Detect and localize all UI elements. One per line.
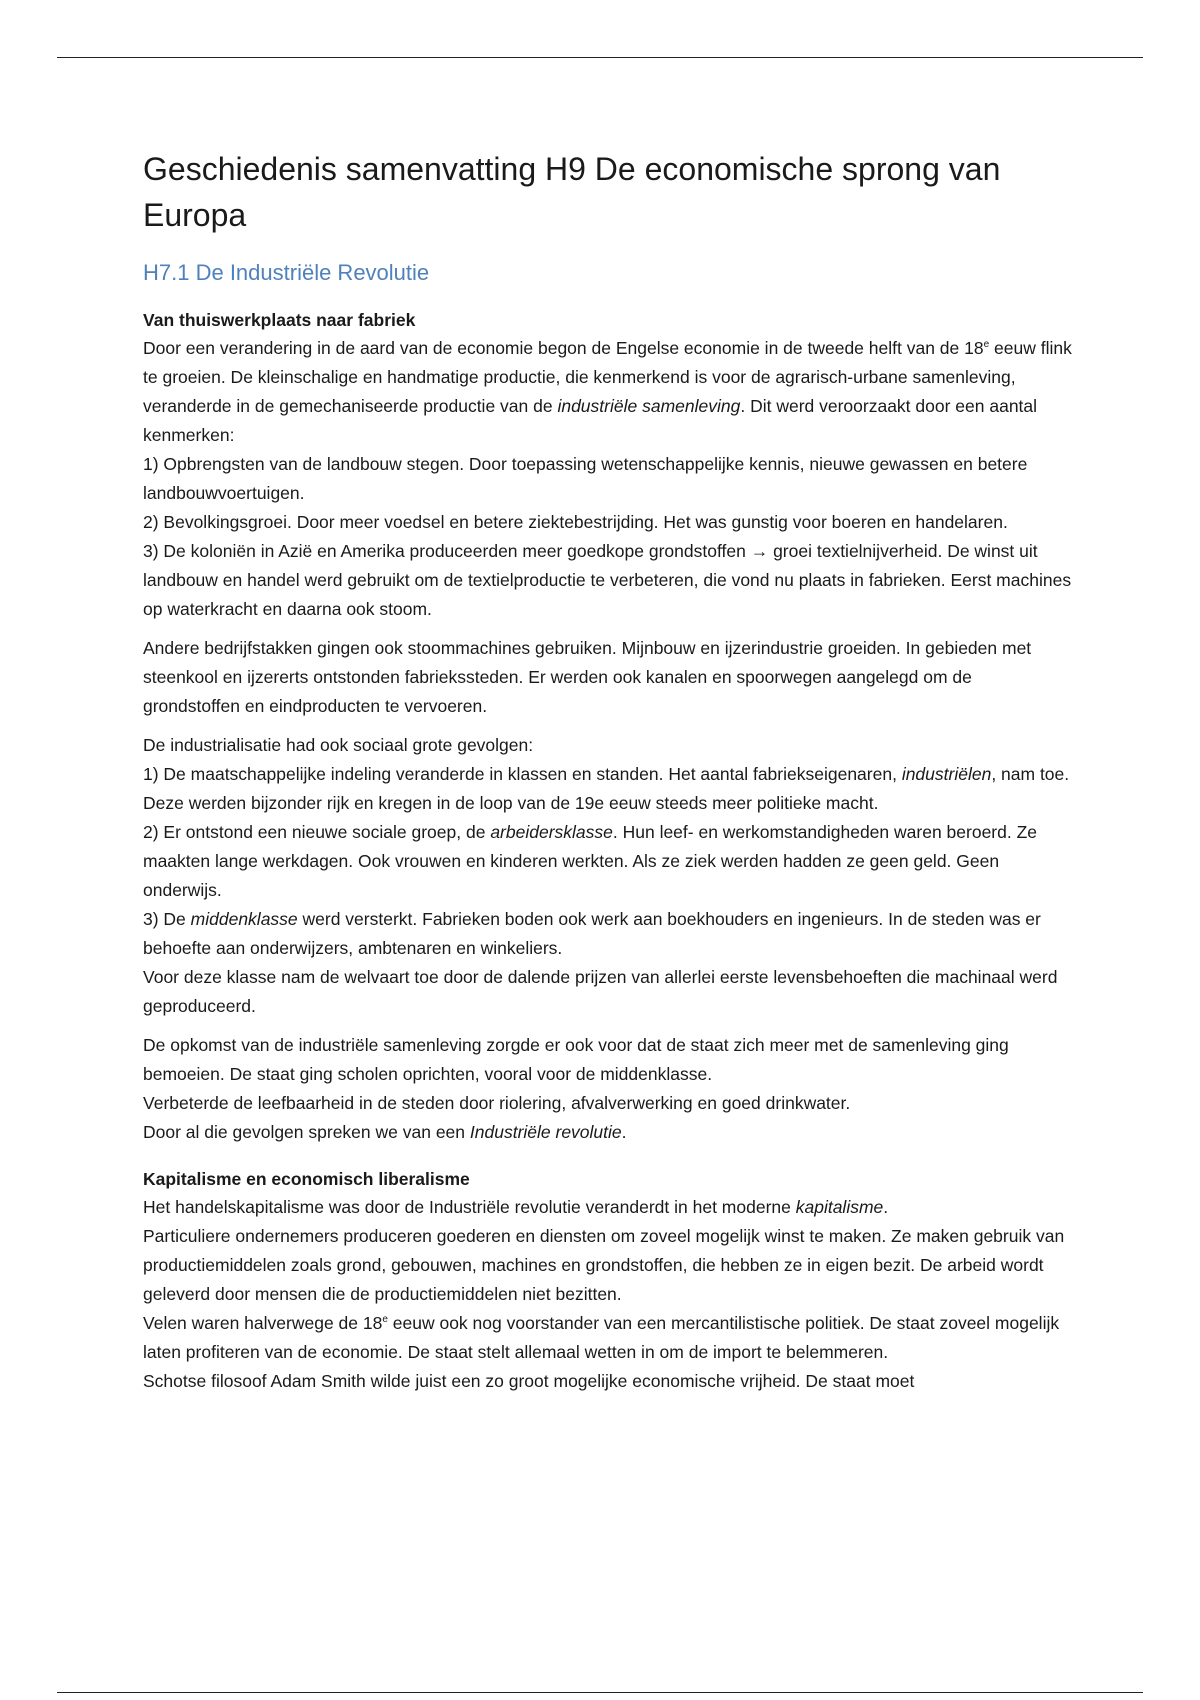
paragraph: Andere bedrijfstakken gingen ook stoommachines gebruiken. Mijnbouw en ijzerindustrie groeiden. In gebieden met steenkool en ijzererts ontstonden fabriekssteden. Er werden ook kanalen en spoorwegen aangelegd om de grondstoffen en eindproducten te vervoeren. [143,638,1032,716]
paragraph: Verbeterde de leefbaarheid in de steden door riolering, afvalverwerking en goed drinkwater. [143,1093,851,1113]
list-item: 2) Bevolkingsgroei. Door meer voedsel en betere ziektebestrijding. Het was gunstig voor boeren en handelaren. [143,512,1008,532]
list-item: 1) De maatschappelijke indeling veranderde in klassen en standen. Het aantal fabriekseigenaren, industriëlen, nam toe. Deze werden bijzonder rijk en kregen in de loop van de 19e eeuw steeds meer politieke macht. [143,764,1070,813]
subheading-kapitalisme: Kapitalisme en economisch liberalisme [143,1169,470,1189]
list-item: 3) De koloniën in Azië en Amerika produceerden meer goedkope grondstoffen → groei textielnijverheid. De winst uit landbouw en handel werd gebruikt om de textielproductie te verbeteren, die vond nu plaats in fabrieken. Eerst machines op waterkracht en daarna ook stoom. [143,541,1072,619]
subheading-fabriek: Van thuiswerkplaats naar fabriek [143,310,416,330]
paragraph: De industrialisatie had ook sociaal grote gevolgen: [143,735,534,755]
list-item: 2) Er ontstond een nieuwe sociale groep, de arbeidersklasse. Hun leef- en werkomstandigheden waren beroerd. Ze maakten lange werkdagen. Ook vrouwen en kinderen werkten. Als ze ziek werden hadden ze geen geld. Geen onderwijs. [143,822,1038,900]
paragraph: Particuliere ondernemers produceren goederen en diensten om zoveel mogelijk winst te maken. Ze maken gebruik van productiemiddelen zoals grond, gebouwen, machines en grondstoffen, die hebben ze in eigen bezit. De arbeid wordt geleverd door mensen die de productiemiddelen niet bezitten. [143,1226,1065,1304]
paragraph: De opkomst van de industriële samenleving zorgde er ook voor dat de staat zich meer met de samenleving ging bemoeien. De staat ging scholen oprichten, vooral voor de middenklasse. [143,1035,1009,1084]
paragraph: Velen waren halverwege de 18e eeuw ook nog voorstander van een mercantilistische politiek. De staat zoveel mogelijk laten profiteren van de economie. De staat stelt allemaal wetten in om de import te belemmeren. [143,1313,1060,1362]
footer-rule [57,1692,1143,1693]
paragraph: Het handelskapitalisme was door de Industriële revolutie veranderdt in het moderne kapitalisme. [143,1197,889,1217]
paragraph: Door al die gevolgen spreken we van een Industriële revolutie. [143,1122,627,1142]
list-item: 1) Opbrengsten van de landbouw stegen. Door toepassing wetenschappelijke kennis, nieuwe gewassen en betere landbouwvoertuigen. [143,454,1028,503]
section-heading: H7.1 De Industriële Revolutie [143,260,430,285]
list-item: 3) De middenklasse werd versterkt. Fabrieken boden ook werk aan boekhouders en ingenieurs. In de steden was er behoefte aan onderwijzers, ambtenaren en winkeliers. [143,909,1041,958]
paragraph: Schotse filosoof Adam Smith wilde juist een zo groot mogelijke economische vrijheid. De staat moet [143,1371,915,1391]
paragraph: Door een verandering in de aard van de economie begon de Engelse economie in de tweede helft van de 18e eeuw flink te groeien. De kleinschalige en handmatige productie, die kenmerkend is voor de agrarisch-urbane samenleving, veranderde in de gemechaniseerde productie van de industriële samenleving. Dit werd veroorzaakt door een aantal kenmerken: [143,338,1072,445]
document-body [143,146,1073,1396]
document-title: Geschiedenis samenvatting H9 De economische sprong van Europa [143,151,1001,233]
header-rule [57,57,1143,58]
paragraph: Voor deze klasse nam de welvaart toe door de dalende prijzen van allerlei eerste levensbehoeften die machinaal werd geproduceerd. [143,967,1058,1016]
